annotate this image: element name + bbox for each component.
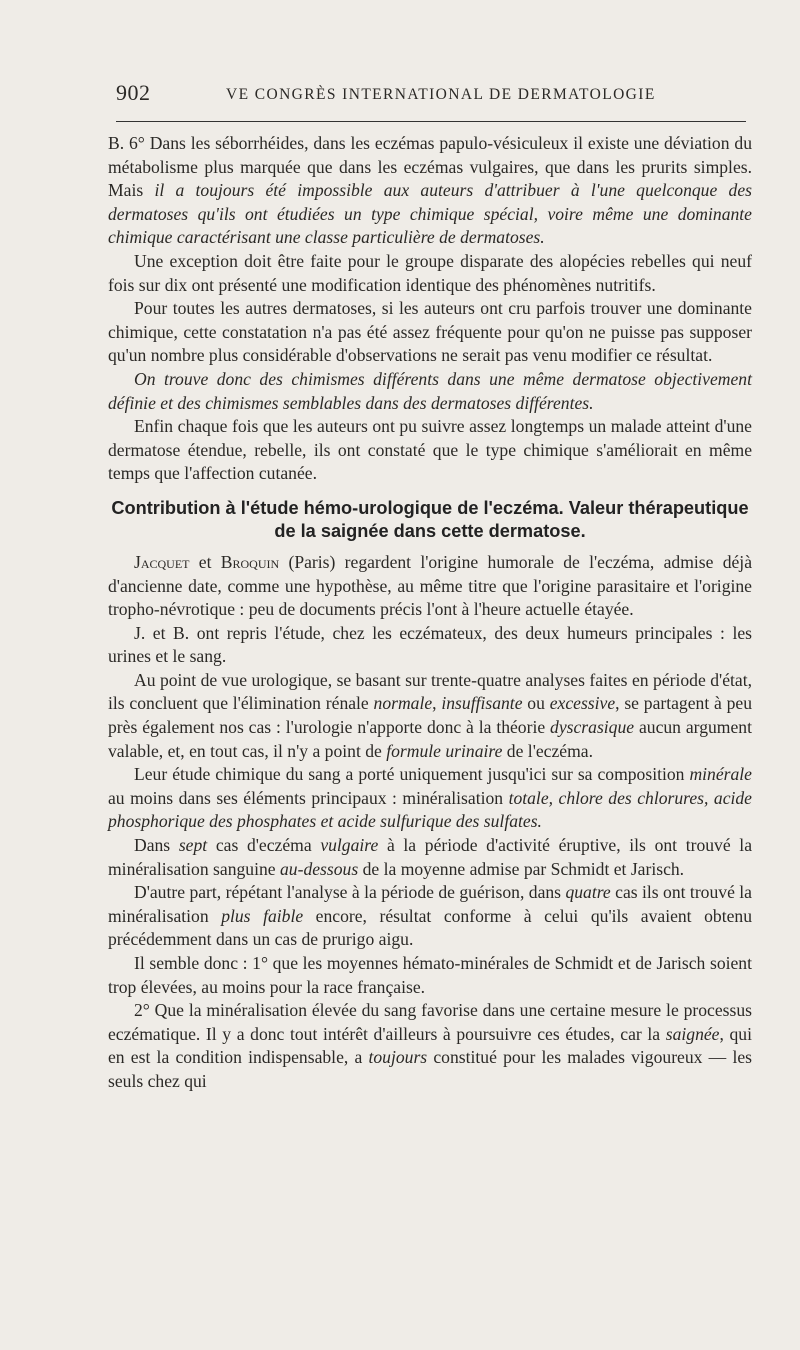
paragraph-sept-cas: Dans sept cas d'eczéma vulgaire à la période d'activité éruptive, ils ont trouvé la minéralisation sanguine au-dessous de la moyenne admise par Schmidt et Jarisch. xyxy=(108,835,753,879)
paragraph-seborrheides: B. 6° Dans les séborrhéides, dans les eczémas papulo-vésiculeux il existe une déviation du métabolisme plus marquée que dans les eczémas vulgaires, que dans les prurits simples. Mais il a toujours été impossible aux auteurs d'attribuer à l'une quelconque des dermatoses qu'ils ont étudiées un type chimique spécial, voire même une dominante chimique caractérisant une classe particulière de dermatoses. xyxy=(108,133,752,248)
paragraph-urologique: Au point de vue urologique, se basant sur trente-quatre analyses faites en période d'état, ils concluent que l'élimination rénale normale, insuffisante ou excessive, se partagent à peu près également nos cas : l'urologie n'apporte donc à la théorie dyscrasique aucun argument valable, et, en tout cas, il n'y a point de formule urinaire de l'eczéma. xyxy=(108,669,753,761)
paragraph-alopecies: Une exception doit être faite pour le groupe disparate des alopécies rebelles qui neuf fois sur dix ont présenté une modification identique des phénomènes nutritifs. xyxy=(108,250,752,295)
paragraph-guerison: D'autre part, répétant l'analyse à la période de guérison, dans quatre cas ils ont trouvé la minéralisation plus faible encore, résultat conforme à celui qu'ils avaient obtenu précédemment dans un cas de prurigo aigu. xyxy=(108,882,752,950)
author-broquin: Broquin xyxy=(220,551,280,572)
header-rule xyxy=(116,121,746,122)
page-body xyxy=(108,132,752,1094)
page-header xyxy=(116,80,746,110)
author-jacquet: Jacquet xyxy=(134,551,190,572)
paragraph-autres-dermatoses: Pour toutes les autres dermatoses, si les auteurs ont cru parfois trouver une dominante chimique, cette constatation n'a pas été assez fréquente pour qu'on ne puisse pas supposer qu'un nombre plus considérable d'observations ne serait pas venu modifier ce résultat. xyxy=(108,298,752,366)
page-number: 902 xyxy=(116,80,151,105)
paragraph-chimismes: On trouve donc des chimismes différents dans une même dermatose objectivement définie et des chimismes semblables dans des dermatoses différentes. xyxy=(108,368,752,413)
paragraph-humeurs: J. et B. ont repris l'étude, chez les eczémateux, des deux humeurs principales : les urines et le sang. xyxy=(108,622,752,667)
paragraph-enfin: Enfin chaque fois que les auteurs ont pu suivre assez longtemps un malade atteint d'une dermatose étendue, rebelle, ils ont constaté que le type chimique s'améliorait en même temps que l'affection cutanée. xyxy=(108,416,752,484)
paragraph-jacquet-broquin: Jacquet et Broquin (Paris) regardent l'origine humorale de l'eczéma, admise déjà d'ancienne date, comme une hypothèse, au même titre que l'origine parasitaire et l'origine tropho-névrotique : peu de documents précis l'ont à l'heure actuelle étayée. xyxy=(108,551,753,620)
paragraph-moyennes: Il semble donc : 1° que les moyennes hémato-minérales de Schmidt et de Jarisch soient trop élevées, au moins pour la race française. xyxy=(108,953,752,997)
section-heading: Contribution à l'étude hémo-urologique de l'eczéma. Valeur thérapeutique de la saignée dans cette dermatose. xyxy=(111,497,749,541)
paragraph-mineralisation: 2° Que la minéralisation élevée du sang favorise dans une certaine mesure le processus eczématique. Il y a donc tout intérêt d'ailleurs à poursuivre ces études, car la saignée, qui en est la condition indispensable, a toujours constitué pour les malades vigoureux — les seuls chez qui xyxy=(108,1000,752,1091)
paragraph-etude-sang: Leur étude chimique du sang a porté uniquement jusqu'ici sur sa composition minérale au moins dans ses éléments principaux : minéralisation totale, chlore des chlorures, acide phosphorique des phosphates et acide sulfurique des sulfates. xyxy=(108,764,752,832)
running-title: VE CONGRÈS INTERNATIONAL DE DERMATOLOGIE xyxy=(226,86,656,103)
